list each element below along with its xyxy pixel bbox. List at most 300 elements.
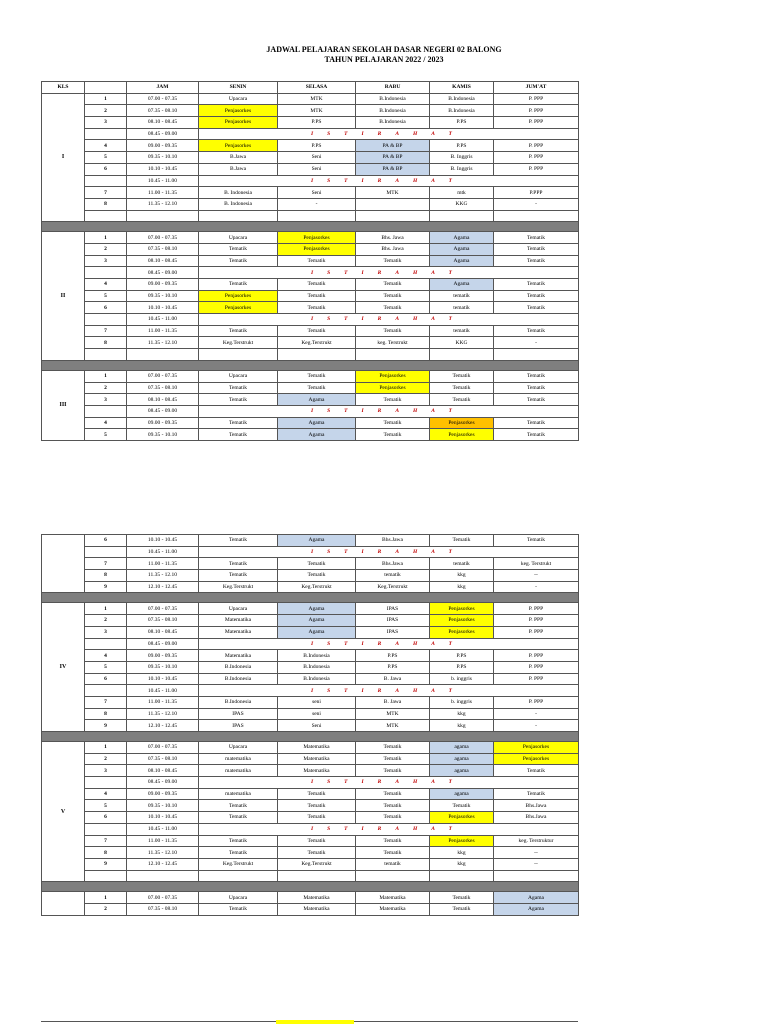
class-label bbox=[42, 892, 85, 915]
table-row bbox=[42, 210, 579, 222]
time-cell: 07.00 - 07.35 bbox=[127, 232, 199, 244]
period-number: 5 bbox=[85, 290, 127, 302]
empty-cell bbox=[356, 349, 430, 361]
subject-cell-selasa: Matematika bbox=[278, 765, 356, 777]
subject-cell-senin: B.Jawa bbox=[199, 152, 278, 164]
subject-cell-jumat: Penjasorkes bbox=[494, 742, 579, 754]
subject-cell-rabu: tematik bbox=[356, 570, 430, 582]
subject-cell-rabu: B. Jawa bbox=[356, 696, 430, 708]
time-cell: 08.45 - 09.00 bbox=[127, 405, 199, 417]
empty-cell bbox=[430, 349, 494, 361]
period-number bbox=[85, 685, 127, 697]
subject-cell-kamis: Penjasorkes bbox=[430, 429, 494, 441]
subject-cell-rabu: P.PS bbox=[356, 661, 430, 673]
table-row bbox=[42, 370, 579, 382]
empty-cell bbox=[356, 870, 430, 882]
subject-cell-kamis: KKG bbox=[430, 198, 494, 210]
subject-cell-selasa: Tematik bbox=[278, 279, 356, 291]
subject-cell-senin: Tematik bbox=[199, 812, 278, 824]
table-row bbox=[42, 140, 579, 152]
time-cell: 10.45 - 11.00 bbox=[127, 314, 199, 326]
subject-cell-kamis: Agama bbox=[430, 232, 494, 244]
period-number: 7 bbox=[85, 187, 127, 199]
subject-cell-kamis: Tematik bbox=[430, 800, 494, 812]
period-number: 1 bbox=[85, 93, 127, 105]
table-row bbox=[42, 765, 579, 777]
subject-cell-rabu: IPAS bbox=[356, 626, 430, 638]
subject-cell-jumat: Tematik bbox=[494, 243, 579, 255]
period-number: 6 bbox=[85, 673, 127, 685]
subject-cell-jumat: Tematik bbox=[494, 302, 579, 314]
istirahat-label: ISTIRAHAT bbox=[199, 128, 579, 140]
subject-cell-selasa: Tematik bbox=[278, 255, 356, 267]
subject-cell-rabu: Bhs. Jawa bbox=[356, 232, 430, 244]
subject-cell-kamis: kkg bbox=[430, 570, 494, 582]
subject-cell-selasa: P.PS bbox=[278, 140, 356, 152]
subject-cell-kamis: Penjasorkes bbox=[430, 417, 494, 429]
subject-cell-kamis: P.PS bbox=[430, 140, 494, 152]
period-number bbox=[85, 267, 127, 279]
subject-cell-jumat: P. PPP bbox=[494, 650, 579, 662]
period-number: 7 bbox=[85, 835, 127, 847]
time-cell: 09.00 - 09.35 bbox=[127, 140, 199, 152]
subject-cell-kamis: Tematik bbox=[430, 535, 494, 547]
subject-cell-kamis: B. Inggris bbox=[430, 152, 494, 164]
empty-cell bbox=[127, 349, 199, 361]
period-number: 3 bbox=[85, 394, 127, 406]
subject-cell-jumat: P. PPP bbox=[494, 93, 579, 105]
subject-cell-jumat: keg. Terstruktur bbox=[494, 835, 579, 847]
class-label: III bbox=[42, 370, 85, 440]
schedule-subtitle: TAHUN PELAJARAN 2022 / 2023 bbox=[324, 55, 444, 64]
time-cell: 09.00 - 09.35 bbox=[127, 788, 199, 800]
subject-cell-senin: Upacara bbox=[199, 93, 278, 105]
subject-cell-senin: B.Jawa bbox=[199, 163, 278, 175]
period-number: 1 bbox=[85, 603, 127, 615]
istirahat-label: ISTIRAHAT bbox=[199, 267, 579, 279]
subject-cell-selasa: Tematik bbox=[278, 302, 356, 314]
subject-cell-jumat: Bhs.Jawa bbox=[494, 800, 579, 812]
time-cell: 10.10 - 10.45 bbox=[127, 812, 199, 824]
subject-cell-senin: Penjasorkes bbox=[199, 290, 278, 302]
subject-cell-rabu: Bhs.Jawa bbox=[356, 558, 430, 570]
subject-cell-jumat: -- bbox=[494, 858, 579, 870]
subject-cell-jumat: - bbox=[494, 581, 579, 593]
subject-cell-selasa: seni bbox=[278, 696, 356, 708]
subject-cell-rabu: Tematik bbox=[356, 290, 430, 302]
time-cell: 10.10 - 10.45 bbox=[127, 163, 199, 175]
subject-cell-senin: Tematik bbox=[199, 325, 278, 337]
time-cell: 08.10 - 08.45 bbox=[127, 117, 199, 129]
istirahat-label: ISTIRAHAT bbox=[199, 405, 579, 417]
subject-cell-kamis: P.PS bbox=[430, 650, 494, 662]
time-cell: 09.35 - 10.10 bbox=[127, 661, 199, 673]
subject-cell-selasa: Keg.Terstrukt bbox=[278, 858, 356, 870]
subject-cell-senin: Tematik bbox=[199, 558, 278, 570]
table-row bbox=[42, 753, 579, 765]
subject-cell-kamis: B.Indonesia bbox=[430, 93, 494, 105]
subject-cell-jumat: P. PPP bbox=[494, 117, 579, 129]
subject-cell-senin: Tematik bbox=[199, 847, 278, 859]
period-number: 3 bbox=[85, 117, 127, 129]
subject-cell-senin: Tematik bbox=[199, 417, 278, 429]
table-row bbox=[42, 903, 579, 915]
period-number: 8 bbox=[85, 337, 127, 349]
period-number: 8 bbox=[85, 708, 127, 720]
subject-cell-jumat: Tematik bbox=[494, 429, 579, 441]
time-cell: 07.00 - 07.35 bbox=[127, 742, 199, 754]
period-number: 4 bbox=[85, 140, 127, 152]
subject-cell-kamis: agama bbox=[430, 753, 494, 765]
subject-cell-senin: Tematik bbox=[199, 279, 278, 291]
table-row bbox=[42, 429, 579, 441]
subject-cell-kamis: kkg bbox=[430, 581, 494, 593]
subject-cell-jumat: Agama bbox=[494, 903, 579, 915]
subject-cell-selasa: - bbox=[278, 198, 356, 210]
table-row bbox=[42, 93, 579, 105]
subject-cell-selasa: Agama bbox=[278, 394, 356, 406]
subject-cell-senin: B.Indonesia bbox=[199, 696, 278, 708]
subject-cell-senin: matematika bbox=[199, 753, 278, 765]
subject-cell-senin: Tematik bbox=[199, 394, 278, 406]
subject-cell-jumat: Tematik bbox=[494, 788, 579, 800]
empty-cell bbox=[356, 210, 430, 222]
subject-cell-selasa: Tematik bbox=[278, 788, 356, 800]
schedule-table-page-2 bbox=[41, 534, 579, 916]
time-cell: 10.45 - 11.00 bbox=[127, 823, 199, 835]
subject-cell-rabu: Tematik bbox=[356, 835, 430, 847]
subject-cell-kamis: tematik bbox=[430, 302, 494, 314]
subject-cell-kamis: tematik bbox=[430, 325, 494, 337]
empty-cell bbox=[494, 870, 579, 882]
subject-cell-senin: Penjasorkes bbox=[199, 140, 278, 152]
table-row bbox=[42, 325, 579, 337]
subject-cell-jumat: Tematik bbox=[494, 370, 579, 382]
period-number: 9 bbox=[85, 858, 127, 870]
separator-cell bbox=[42, 222, 579, 232]
header-rabu: RABU bbox=[356, 82, 430, 94]
subject-cell-selasa: Seni bbox=[278, 720, 356, 732]
subject-cell-selasa: Agama bbox=[278, 429, 356, 441]
empty-cell bbox=[199, 870, 278, 882]
subject-cell-jumat: P. PPP bbox=[494, 673, 579, 685]
time-cell: 11.00 - 11.35 bbox=[127, 835, 199, 847]
subject-cell-senin: Keg.Terstrukt bbox=[199, 337, 278, 349]
period-number bbox=[85, 638, 127, 650]
subject-cell-kamis: Penjasorkes bbox=[430, 603, 494, 615]
time-cell: 11.35 - 12.10 bbox=[127, 708, 199, 720]
subject-cell-kamis: agama bbox=[430, 788, 494, 800]
istirahat-label: ISTIRAHAT bbox=[199, 823, 579, 835]
subject-cell-rabu: Keg.Terstrukt bbox=[356, 581, 430, 593]
subject-cell-rabu: Tematik bbox=[356, 325, 430, 337]
subject-cell-selasa: MTK bbox=[278, 93, 356, 105]
class-label: II bbox=[42, 232, 85, 361]
time-cell: 11.35 - 12.10 bbox=[127, 570, 199, 582]
time-cell: 09.35 - 10.10 bbox=[127, 800, 199, 812]
time-cell: 08.45 - 09.00 bbox=[127, 267, 199, 279]
table-row bbox=[42, 835, 579, 847]
empty-cell bbox=[278, 349, 356, 361]
subject-cell-senin: IPAS bbox=[199, 720, 278, 732]
subject-cell-kamis: Tematik bbox=[430, 370, 494, 382]
subject-cell-senin: Upacara bbox=[199, 742, 278, 754]
subject-cell-kamis: Penjasorkes bbox=[430, 835, 494, 847]
subject-cell-senin: Tematik bbox=[199, 800, 278, 812]
subject-cell-jumat: -- bbox=[494, 847, 579, 859]
subject-cell-selasa: Matematika bbox=[278, 742, 356, 754]
subject-cell-rabu: B.Indonesia bbox=[356, 117, 430, 129]
subject-cell-senin: Tematik bbox=[199, 243, 278, 255]
period-number bbox=[85, 823, 127, 835]
break-row bbox=[42, 267, 579, 279]
subject-cell-jumat: -- bbox=[494, 570, 579, 582]
header-kamis: KAMIS bbox=[430, 82, 494, 94]
table-row bbox=[42, 870, 579, 882]
subject-cell-senin: Tematik bbox=[199, 570, 278, 582]
subject-cell-rabu: IPAS bbox=[356, 603, 430, 615]
period-number: 6 bbox=[85, 302, 127, 314]
time-cell: 07.00 - 07.35 bbox=[127, 93, 199, 105]
table-row bbox=[42, 152, 579, 164]
subject-cell-jumat: Tematik bbox=[494, 325, 579, 337]
subject-cell-kamis: b. inggris bbox=[430, 673, 494, 685]
period-number: 9 bbox=[85, 720, 127, 732]
subject-cell-senin: Upacara bbox=[199, 232, 278, 244]
table-row bbox=[42, 650, 579, 662]
subject-cell-kamis: tematik bbox=[430, 558, 494, 570]
empty-cell bbox=[430, 870, 494, 882]
subject-cell-rabu: B. Jawa bbox=[356, 673, 430, 685]
subject-cell-selasa: Agama bbox=[278, 615, 356, 627]
table-row bbox=[42, 788, 579, 800]
class-separator-row bbox=[42, 593, 579, 603]
schedule-title: JADWAL PELAJARAN SEKOLAH DASAR NEGERI 02 BALONG bbox=[266, 45, 502, 54]
period-number bbox=[85, 405, 127, 417]
table-row bbox=[42, 394, 579, 406]
istirahat-label: ISTIRAHAT bbox=[199, 777, 579, 789]
break-row bbox=[42, 823, 579, 835]
period-number: 1 bbox=[85, 742, 127, 754]
subject-cell-jumat: Tematik bbox=[494, 394, 579, 406]
period-number: 2 bbox=[85, 105, 127, 117]
empty-cell bbox=[85, 210, 127, 222]
period-number: 6 bbox=[85, 535, 127, 547]
period-number: 4 bbox=[85, 650, 127, 662]
time-cell: 08.10 - 08.45 bbox=[127, 255, 199, 267]
subject-cell-selasa: Keg.Terstrukt bbox=[278, 337, 356, 349]
subject-cell-rabu: MTK bbox=[356, 720, 430, 732]
subject-cell-senin: Upacara bbox=[199, 603, 278, 615]
time-cell: 11.35 - 12.10 bbox=[127, 847, 199, 859]
header-senin: SENIN bbox=[199, 82, 278, 94]
subject-cell-kamis: Penjasorkes bbox=[430, 615, 494, 627]
subject-cell-kamis: kkg bbox=[430, 720, 494, 732]
subject-cell-rabu: Matematika bbox=[356, 892, 430, 904]
subject-cell-kamis: P.PS bbox=[430, 661, 494, 673]
subject-cell-rabu: Tematik bbox=[356, 753, 430, 765]
time-cell: 08.45 - 09.00 bbox=[127, 777, 199, 789]
subject-cell-selasa: seni bbox=[278, 708, 356, 720]
subject-cell-selasa: B.Indonesia bbox=[278, 673, 356, 685]
subject-cell-rabu: Bhs. Jawa bbox=[356, 243, 430, 255]
subject-cell-jumat: P. PPP bbox=[494, 105, 579, 117]
subject-cell-senin: Tematik bbox=[199, 835, 278, 847]
subject-cell-senin: Matematika bbox=[199, 615, 278, 627]
subject-cell-rabu: Tematik bbox=[356, 788, 430, 800]
subject-cell-senin: Keg.Terstrukt bbox=[199, 581, 278, 593]
empty-cell bbox=[127, 870, 199, 882]
subject-cell-selasa: Seni bbox=[278, 163, 356, 175]
period-number: 8 bbox=[85, 198, 127, 210]
period-number: 9 bbox=[85, 581, 127, 593]
separator-cell bbox=[42, 593, 579, 603]
subject-cell-senin: B.Indonesia bbox=[199, 673, 278, 685]
class-separator-row bbox=[42, 222, 579, 232]
subject-cell-jumat: Tematik bbox=[494, 535, 579, 547]
subject-cell-jumat: P. PPP bbox=[494, 152, 579, 164]
subject-cell-kamis: kkg bbox=[430, 708, 494, 720]
subject-cell-selasa: Penjasorkes bbox=[278, 232, 356, 244]
period-number: 3 bbox=[85, 626, 127, 638]
subject-cell-jumat: P. PPP bbox=[494, 661, 579, 673]
empty-cell bbox=[278, 870, 356, 882]
subject-cell-rabu: Tematik bbox=[356, 417, 430, 429]
subject-cell-kamis: KKG bbox=[430, 337, 494, 349]
time-cell: 10.45 - 11.00 bbox=[127, 685, 199, 697]
subject-cell-jumat: Penjasorkes bbox=[494, 753, 579, 765]
subject-cell-kamis: Penjasorkes bbox=[430, 812, 494, 824]
subject-cell-rabu: MTK bbox=[356, 187, 430, 199]
period-number: 6 bbox=[85, 812, 127, 824]
period-number: 2 bbox=[85, 243, 127, 255]
subject-cell-kamis: B. Inggris bbox=[430, 163, 494, 175]
subject-cell-jumat: P. PPP bbox=[494, 163, 579, 175]
subject-cell-kamis: b. inggris bbox=[430, 696, 494, 708]
time-cell: 09.00 - 09.35 bbox=[127, 417, 199, 429]
time-cell: 10.10 - 10.45 bbox=[127, 302, 199, 314]
istirahat-label: ISTIRAHAT bbox=[199, 638, 579, 650]
table-row bbox=[42, 255, 579, 267]
table-row bbox=[42, 163, 579, 175]
time-cell: 12.10 - 12.45 bbox=[127, 720, 199, 732]
time-cell: 12.10 - 12.45 bbox=[127, 581, 199, 593]
subject-cell-kamis: Tematik bbox=[430, 892, 494, 904]
subject-cell-rabu: IPAS bbox=[356, 615, 430, 627]
subject-cell-jumat: - bbox=[494, 720, 579, 732]
subject-cell-rabu: Penjasorkes bbox=[356, 370, 430, 382]
subject-cell-selasa: Tematik bbox=[278, 558, 356, 570]
subject-cell-jumat: Tematik bbox=[494, 417, 579, 429]
subject-cell-senin: matematika bbox=[199, 788, 278, 800]
period-number: 4 bbox=[85, 279, 127, 291]
subject-cell-jumat: Tematik bbox=[494, 290, 579, 302]
subject-cell-selasa: Tematik bbox=[278, 835, 356, 847]
istirahat-label: ISTIRAHAT bbox=[199, 175, 579, 187]
subject-cell-selasa: MTK bbox=[278, 105, 356, 117]
class-separator-row bbox=[42, 882, 579, 892]
time-cell: 09.35 - 10.10 bbox=[127, 429, 199, 441]
subject-cell-kamis: agama bbox=[430, 765, 494, 777]
table-row bbox=[42, 673, 579, 685]
break-row bbox=[42, 638, 579, 650]
table-row bbox=[42, 243, 579, 255]
table-row bbox=[42, 800, 579, 812]
schedule-table-page-1 bbox=[41, 81, 579, 441]
subject-cell-rabu: PA & BP bbox=[356, 152, 430, 164]
period-number: 4 bbox=[85, 417, 127, 429]
time-cell: 11.00 - 11.35 bbox=[127, 696, 199, 708]
time-cell: 08.10 - 08.45 bbox=[127, 765, 199, 777]
period-number: 2 bbox=[85, 903, 127, 915]
subject-cell-senin: Penjasorkes bbox=[199, 117, 278, 129]
subject-cell-kamis: Agama bbox=[430, 243, 494, 255]
subject-cell-kamis: Tematik bbox=[430, 394, 494, 406]
istirahat-label: ISTIRAHAT bbox=[199, 685, 579, 697]
subject-cell-kamis: Agama bbox=[430, 279, 494, 291]
next-page-highlight-edge bbox=[276, 1020, 354, 1024]
separator-cell bbox=[42, 732, 579, 742]
time-cell: 12.10 - 12.45 bbox=[127, 858, 199, 870]
subject-cell-kamis: kkg bbox=[430, 858, 494, 870]
separator-cell bbox=[42, 882, 579, 892]
subject-cell-selasa: Agama bbox=[278, 535, 356, 547]
subject-cell-rabu: Tematik bbox=[356, 302, 430, 314]
subject-cell-selasa: Tematik bbox=[278, 382, 356, 394]
header-selasa: SELASA bbox=[278, 82, 356, 94]
subject-cell-rabu: Penjasorkes bbox=[356, 382, 430, 394]
subject-cell-selasa: Agama bbox=[278, 603, 356, 615]
subject-cell-senin: Tematik bbox=[199, 903, 278, 915]
period-number bbox=[85, 546, 127, 558]
period-number: 2 bbox=[85, 615, 127, 627]
period-number bbox=[85, 128, 127, 140]
subject-cell-selasa: Keg.Terstrukt bbox=[278, 581, 356, 593]
table-row bbox=[42, 302, 579, 314]
subject-cell-rabu: tematik bbox=[356, 858, 430, 870]
subject-cell-kamis: Tematik bbox=[430, 903, 494, 915]
subject-cell-rabu: Tematik bbox=[356, 812, 430, 824]
subject-cell-jumat: P.PPP bbox=[494, 187, 579, 199]
subject-cell-senin: Tematik bbox=[199, 382, 278, 394]
break-row bbox=[42, 685, 579, 697]
subject-cell-rabu: MTK bbox=[356, 708, 430, 720]
subject-cell-kamis: Tematik bbox=[430, 382, 494, 394]
period-number: 5 bbox=[85, 152, 127, 164]
subject-cell-selasa: B.Indonesia bbox=[278, 650, 356, 662]
subject-cell-rabu: Tematik bbox=[356, 429, 430, 441]
time-cell: 07.35 - 08.10 bbox=[127, 903, 199, 915]
empty-cell bbox=[494, 210, 579, 222]
period-number bbox=[85, 777, 127, 789]
subject-cell-kamis: Penjasorkes bbox=[430, 626, 494, 638]
table-row bbox=[42, 279, 579, 291]
subject-cell-selasa: Matematika bbox=[278, 892, 356, 904]
subject-cell-jumat: Tematik bbox=[494, 232, 579, 244]
table-row bbox=[42, 290, 579, 302]
period-number: 5 bbox=[85, 800, 127, 812]
subject-cell-senin: matematika bbox=[199, 765, 278, 777]
period-number: 7 bbox=[85, 696, 127, 708]
subject-cell-kamis: P.PS bbox=[430, 117, 494, 129]
table-row bbox=[42, 615, 579, 627]
subject-cell-rabu bbox=[356, 198, 430, 210]
separator-cell bbox=[42, 360, 579, 370]
subject-cell-rabu: Tematik bbox=[356, 279, 430, 291]
subject-cell-rabu: Tematik bbox=[356, 847, 430, 859]
subject-cell-jumat: Tematik bbox=[494, 255, 579, 267]
break-row bbox=[42, 128, 579, 140]
